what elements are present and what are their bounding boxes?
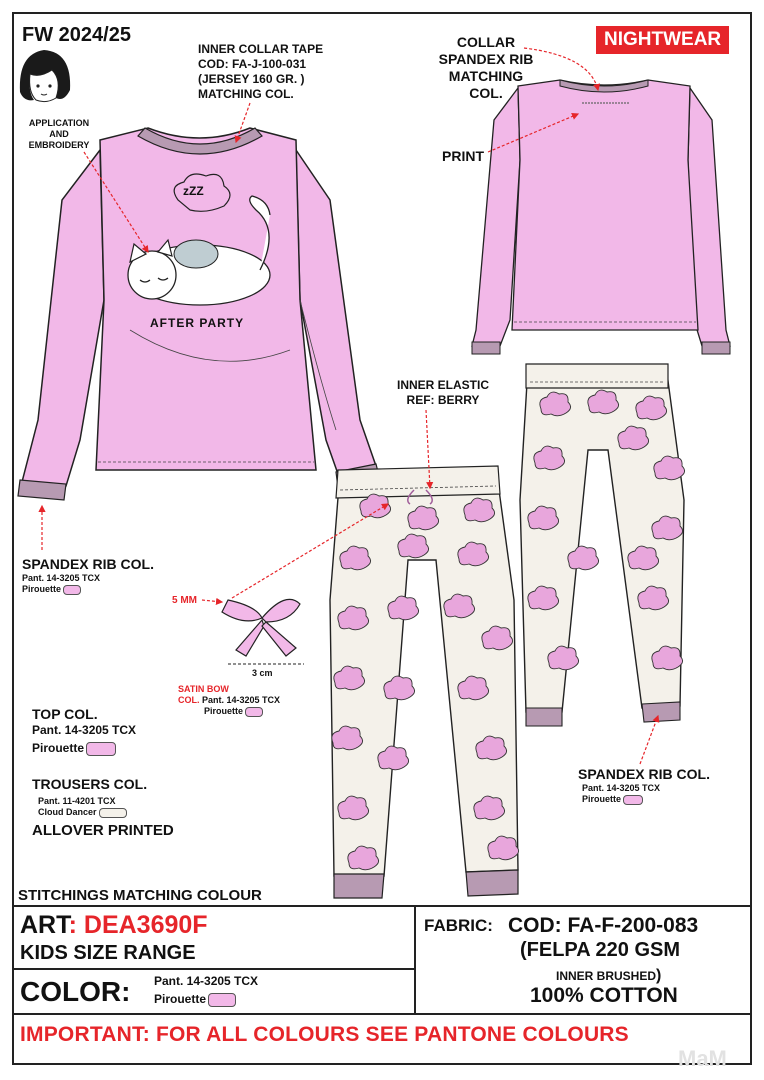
spandex-rib-bottom-callout: SPANDEX RIB COL. Pant. 14-3205 TCX Pirouette [578, 766, 710, 804]
bow-length-label: 3 cm [252, 668, 273, 678]
back-sweatshirt [472, 80, 730, 354]
fabric-cotton: 100% COTTON [530, 984, 678, 1007]
graphic-zzz: zZZ [183, 184, 204, 198]
bow-width-label: 5 MM [172, 595, 197, 606]
fabric-label: FABRIC: [424, 916, 493, 935]
color-pant: Pant. 14-3205 TCX [154, 974, 259, 988]
satin-bow-callout: SATIN BOW COL. Pant. 14-3205 TCX Pirouette [178, 684, 281, 716]
application-callout: APPLICATION AND EMBROIDERY [28, 118, 90, 150]
important-note: IMPORTANT: FOR ALL COLOURS SEE PANTONE COLOURS [20, 1023, 629, 1046]
category-badge: NIGHTWEAR [596, 26, 729, 54]
footer-divider [12, 905, 752, 907]
trousers-colour-block: TROUSERS COL. Pant. 11-4201 TCX Cloud Dancer ALLOVER PRINTED [32, 776, 174, 839]
brand-girl-logo [20, 50, 70, 102]
season-title: FW 2024/25 [22, 24, 131, 46]
graphic-text: AFTER PARTY [150, 316, 245, 330]
size-range: KIDS SIZE RANGE [20, 942, 196, 964]
print-callout: PRINT [442, 148, 484, 164]
watermark: MaM [678, 1046, 727, 1071]
color-name: Pirouette [154, 992, 236, 1007]
spandex-rib-top-callout: SPANDEX RIB COL. Pant. 14-3205 TCX Pirouette [22, 556, 154, 594]
fabric-cod: COD: FA-F-200-083 [508, 914, 699, 937]
inner-collar-tape-callout: INNER COLLAR TAPE COD: FA-J-100-031 (JERSEY 160 GR. ) MATCHING COL. [198, 42, 324, 101]
stitchings-note: STITCHINGS MATCHING COLOUR [18, 887, 262, 904]
satin-bow [222, 599, 304, 664]
art-line: ART: DEA3690F [20, 911, 208, 939]
footer-col-divider [414, 905, 416, 1015]
fabric-felpa: (FELPA 220 GSM [520, 939, 681, 961]
color-label: COLOR: [20, 976, 131, 1007]
inner-elastic-callout: INNER ELASTIC REF: BERRY [396, 378, 489, 407]
collar-rib-callout: COLLAR SPANDEX RIB MATCHING COL. [438, 34, 534, 101]
footer-row-divider [12, 968, 416, 970]
top-colour-block: TOP COL. Pant. 14-3205 TCX Pirouette [32, 706, 137, 755]
fabric-inner: INNER BRUSHED) [556, 967, 662, 984]
footer-bottom-divider [12, 1013, 752, 1015]
